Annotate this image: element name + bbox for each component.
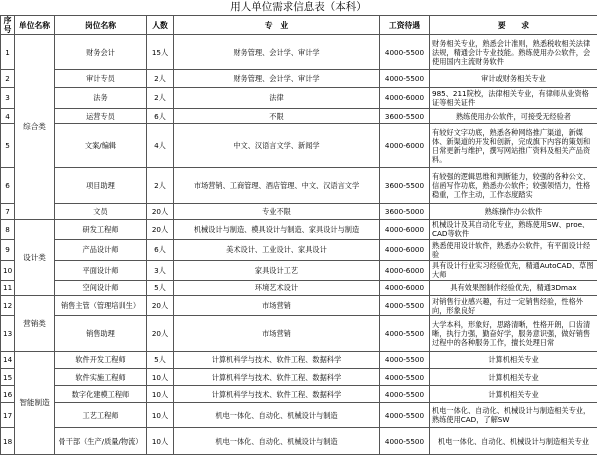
header-requirements: 要 求: [430, 16, 597, 35]
cell-seq: 18: [1, 428, 15, 455]
table-row: [1, 219, 597, 239]
table-row: [1, 295, 597, 315]
cell-major: 财务管理、会计学、审计学: [174, 35, 380, 70]
table-row: [1, 351, 597, 368]
cell-salary: 4000-5500: [380, 368, 430, 385]
cell-position: 软件实施工程师: [55, 368, 147, 385]
cell-seq: 9: [1, 240, 15, 260]
cell-position: 平面设计师: [55, 260, 147, 280]
header-seq: 序号: [1, 16, 15, 35]
cell-major: 计算机科学与技术、软件工程、数据科学: [174, 368, 380, 385]
cell-seq: 11: [1, 280, 15, 295]
cell-count: 10人: [147, 428, 174, 455]
cell-position: 产品设计师: [55, 240, 147, 260]
cell-salary: 3600-5500: [380, 168, 430, 203]
cell-salary: 4000-5500: [380, 403, 430, 428]
cell-requirements: 具有效果图制作经验优先，精通3Dmax: [430, 280, 597, 295]
cell-seq: 10: [1, 260, 15, 280]
cell-major: 财务管理、会计学、审计学: [174, 70, 380, 87]
cell-salary: 4000-6000: [380, 124, 430, 168]
table-row: [1, 316, 597, 351]
cell-seq: 14: [1, 351, 15, 368]
cell-seq: 6: [1, 168, 15, 203]
cell-requirements: 985、211院校，法律相关专业，有律师从业资格证等相关证件: [430, 87, 597, 108]
cell-count: 10人: [147, 386, 174, 403]
cell-requirements: 有较强的逻辑思维和判断能力，较强的各种公文、信函写作功底，熟悉办公软件；较强领悟力，性格稳重，工作主动，工作态度踏实: [430, 168, 597, 203]
cell-seq: 17: [1, 403, 15, 428]
cell-position: 文员: [55, 203, 147, 219]
cell-count: 2人: [147, 87, 174, 108]
cell-seq: 2: [1, 70, 15, 87]
cell-position: 财务会计: [55, 35, 147, 70]
cell-salary: 3600-5000: [380, 203, 430, 219]
cell-salary: 4000-6000: [380, 280, 430, 295]
cell-position: 销售主管（管理培训生）: [55, 295, 147, 315]
cell-major: 市场营销: [174, 295, 380, 315]
cell-count: 20人: [147, 295, 174, 315]
job-demand-table: [0, 15, 597, 455]
cell-salary: 4000-6000: [380, 260, 430, 280]
cell-requirements: 具有设计行业实习经验优先，精通AutoCAD、草图大师: [430, 260, 597, 280]
cell-major: 计算机科学与技术、软件工程、数据科学: [174, 351, 380, 368]
header-major: 专 业: [174, 16, 380, 35]
cell-requirements: 对销售行业感兴趣，有过一定销售经验，性格外向，形象良好: [430, 295, 597, 315]
cell-major: 机电一体化、自动化、机械设计与制造: [174, 403, 380, 428]
table-row: [1, 386, 597, 403]
cell-requirements: 有较好文字功底，熟悉各种网络推广渠道，新媒体、新渠道的开发和创新，完成旗下内容的策划和日常更新与维护，撰写网站推广资料及相关产品资料。: [430, 124, 597, 168]
cell-requirements: 机械设计及其自动化专业，熟练使用SW、proe、CAD等软件: [430, 219, 597, 239]
cell-requirements: 财务相关专业，熟悉会计准则，熟悉税收相关法律法规，精通会计专业技能。熟练使用办公软件，会使用国内主流财务软件: [430, 35, 597, 70]
cell-major: 家具设计工艺: [174, 260, 380, 280]
cell-position: 工艺工程师: [55, 403, 147, 428]
cell-count: 6人: [147, 240, 174, 260]
cell-position: 研发工程师: [55, 219, 147, 239]
cell-count: 15人: [147, 35, 174, 70]
cell-requirements: 审计或财务相关专业: [430, 70, 597, 87]
cell-count: 2人: [147, 168, 174, 203]
cell-count: 20人: [147, 316, 174, 351]
cell-major: 市场营销: [174, 316, 380, 351]
table-row: [1, 403, 597, 428]
table-row: [1, 124, 597, 168]
cell-seq: 13: [1, 316, 15, 351]
cell-seq: 16: [1, 386, 15, 403]
cell-count: 20人: [147, 219, 174, 239]
cell-seq: 15: [1, 368, 15, 385]
cell-major: 中文、汉语言文学、新闻学: [174, 124, 380, 168]
cell-position: 审计专员: [55, 70, 147, 87]
cell-seq: 3: [1, 87, 15, 108]
cell-position: 文案/编辑: [55, 124, 147, 168]
cell-count: 20人: [147, 203, 174, 219]
category-manufacturing: 智能制造: [15, 351, 55, 454]
cell-requirements: 熟练操作办公软件: [430, 203, 597, 219]
table-row: [1, 260, 597, 280]
cell-seq: 7: [1, 203, 15, 219]
cell-salary: 4000-5500: [380, 351, 430, 368]
cell-major: 机械设计与制造、模具设计与制造、家具设计与制造: [174, 219, 380, 239]
cell-position: 销售助理: [55, 316, 147, 351]
cell-position: 数字化建模工程师: [55, 386, 147, 403]
cell-seq: 4: [1, 109, 15, 124]
table-row: [1, 203, 597, 219]
cell-seq: 8: [1, 219, 15, 239]
cell-requirements: 熟练使用办公软件，可接受无经验者: [430, 109, 597, 124]
cell-major: 美术设计、工业设计、家具设计: [174, 240, 380, 260]
cell-position: 空间设计师: [55, 280, 147, 295]
cell-count: 5人: [147, 280, 174, 295]
cell-salary: 4000-5500: [380, 295, 430, 315]
cell-salary: 4000-5500: [380, 35, 430, 70]
cell-major: 环境艺术设计: [174, 280, 380, 295]
header-row: [1, 16, 597, 35]
cell-position: 骨干部（生产/质量/物流）: [55, 428, 147, 455]
cell-requirements: 机电一体化、自动化、机械设计与制造相关专业，熟练使用CAD，了解SW: [430, 403, 597, 428]
cell-major: 法律: [174, 87, 380, 108]
table-row: [1, 280, 597, 295]
cell-salary: 4000-6000: [380, 87, 430, 108]
cell-major: 机电一体化、自动化、机械设计与制造: [174, 428, 380, 455]
cell-count: 10人: [147, 368, 174, 385]
cell-seq: 12: [1, 295, 15, 315]
cell-salary: 4000-5500: [380, 428, 430, 455]
cell-count: 4人: [147, 124, 174, 168]
cell-requirements: 计算机相关专业: [430, 386, 597, 403]
cell-salary: 4000-6000: [380, 219, 430, 239]
cell-requirements: 熟悉使用设计软件，熟悉办公软件，有平面设计经验: [430, 240, 597, 260]
header-count: 人数: [147, 16, 174, 35]
header-position: 岗位名称: [55, 16, 147, 35]
category-design: 设计类: [15, 219, 55, 295]
cell-salary: 4000-5500: [380, 386, 430, 403]
cell-salary: 4000-5500: [380, 70, 430, 87]
table-row: [1, 368, 597, 385]
cell-position: 法务: [55, 87, 147, 108]
cell-count: 10人: [147, 403, 174, 428]
header-unit: 单位名称: [15, 16, 55, 35]
cell-requirements: 计算机相关专业: [430, 351, 597, 368]
cell-position: 运营专员: [55, 109, 147, 124]
cell-salary: 4000-6000: [380, 240, 430, 260]
table-row: [1, 109, 597, 124]
cell-major: 专业不限: [174, 203, 380, 219]
cell-count: 3人: [147, 260, 174, 280]
cell-seq: 1: [1, 35, 15, 70]
cell-major: 计算机科学与技术、软件工程、数据科学: [174, 386, 380, 403]
cell-position: 项目助理: [55, 168, 147, 203]
table-row: [1, 168, 597, 203]
table-title: 用人单位需求信息表（本科）: [230, 1, 367, 13]
cell-seq: 5: [1, 124, 15, 168]
table-row: [1, 428, 597, 455]
header-salary: 工资待遇: [380, 16, 430, 35]
cell-count: 2人: [147, 70, 174, 87]
cell-position: 软件开发工程师: [55, 351, 147, 368]
table-row: [1, 70, 597, 87]
cell-requirements: 大学本科，形象好，思路清晰，性格开朗，口齿清晰，执行力强，勤奋好学，服务意识强，做好销售过程中的各种服务工作，擅长处理日常: [430, 316, 597, 351]
cell-count: 5人: [147, 351, 174, 368]
table-row: [1, 87, 597, 108]
cell-major: 不限: [174, 109, 380, 124]
cell-requirements: 计算机相关专业: [430, 368, 597, 385]
category-marketing: 营销类: [15, 295, 55, 351]
cell-salary: 4000-5500: [380, 316, 430, 351]
cell-major: 市场营销、工商管理、酒店管理、中文、汉语言文学: [174, 168, 380, 203]
table-row: [1, 35, 597, 70]
cell-count: 6人: [147, 109, 174, 124]
cell-requirements: 机电一体化、自动化、机械设计与制造相关专业: [430, 428, 597, 455]
table-row: [1, 240, 597, 260]
category-general: 综合类: [15, 35, 55, 220]
cell-salary: 3600-5500: [380, 109, 430, 124]
